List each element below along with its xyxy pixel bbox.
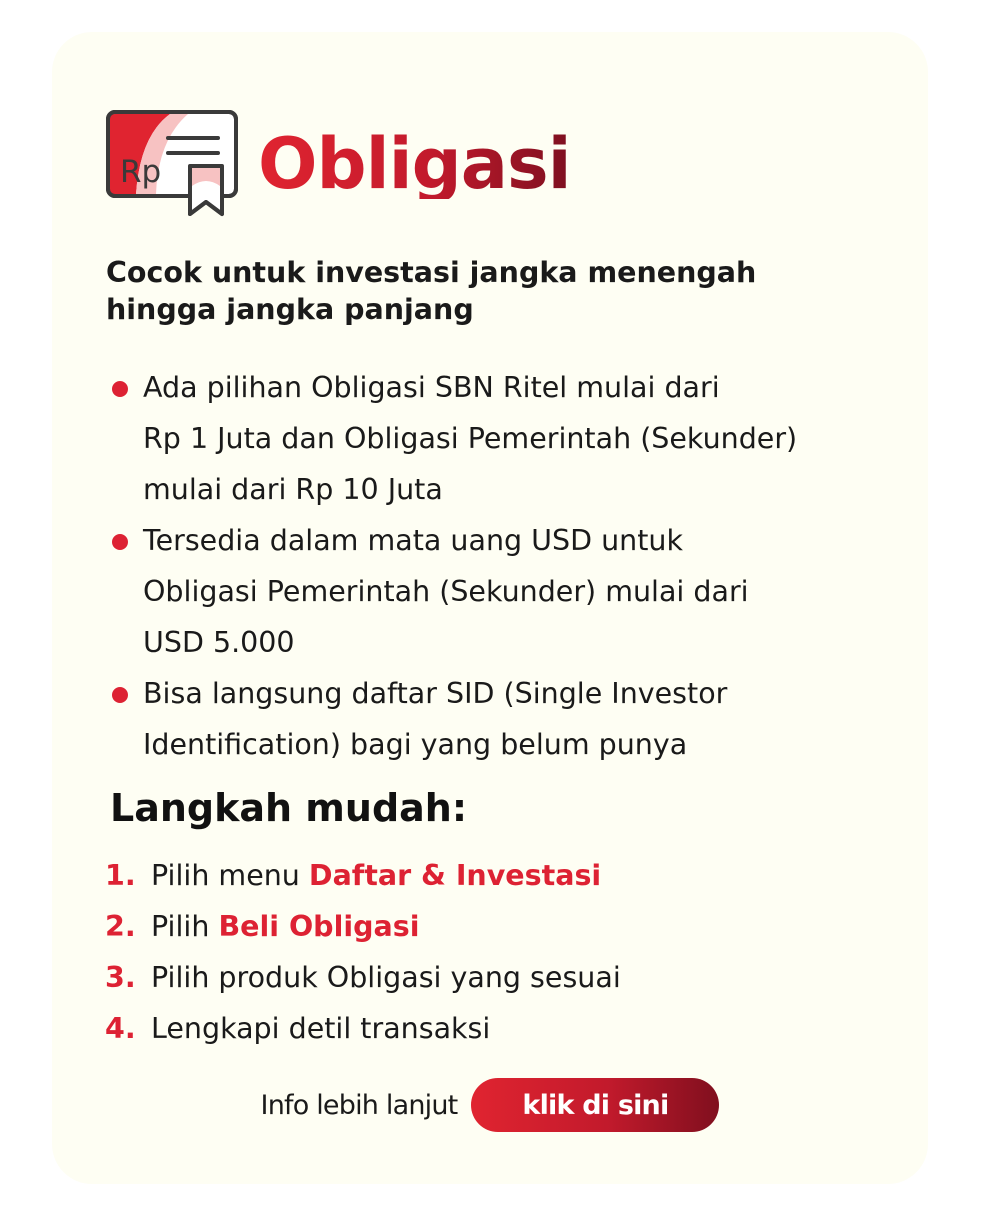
step-number: 4.: [105, 1012, 136, 1045]
step-text-plain: Pilih menu: [151, 859, 309, 892]
list-item-line: Obligasi Pemerintah (Sekunder) mulai dari: [143, 575, 749, 608]
step-number: 2.: [105, 910, 136, 943]
list-item: [112, 668, 902, 770]
bullet-dot-icon: [112, 687, 128, 703]
step-text-plain: Lengkapi detil transaksi: [151, 1012, 491, 1045]
feature-list: [112, 362, 902, 770]
list-item-line: USD 5.000: [143, 626, 295, 659]
step-text-plain: Pilih produk Obligasi yang sesuai: [151, 961, 621, 994]
list-item-line: Ada pilihan Obligasi SBN Ritel mulai dari: [143, 371, 720, 404]
header: [106, 110, 571, 218]
step-text: [151, 1003, 490, 1054]
cta-text: Info lebih lanjut: [260, 1089, 458, 1121]
step-highlight: Daftar & Investasi: [308, 859, 602, 892]
bullet-dot-icon: [112, 381, 128, 397]
cta-row: [52, 1078, 928, 1132]
subtitle-line: hingga jangka panjang: [106, 293, 474, 326]
step-text: [151, 952, 621, 1003]
step-number: 3.: [105, 961, 136, 994]
step-highlight: Beli Obligasi: [218, 910, 420, 943]
more-info-button[interactable]: klik di sini: [471, 1078, 719, 1132]
step-item: [105, 901, 621, 952]
subtitle: [106, 254, 866, 328]
step-item: [105, 952, 621, 1003]
list-item-line: mulai dari Rp 10 Juta: [143, 473, 443, 506]
list-item-line: Identification) bagi yang belum punya: [143, 728, 688, 761]
steps-list: [105, 850, 621, 1054]
step-item: [105, 850, 621, 901]
subtitle-line: Cocok untuk investasi jangka menengah: [106, 256, 757, 289]
list-item-line: Rp 1 Juta dan Obligasi Pemerintah (Sekunder): [143, 422, 798, 455]
info-card: [52, 32, 928, 1184]
step-number: 1.: [105, 859, 136, 892]
steps-title: Langkah mudah:: [110, 786, 468, 830]
list-item-line: Bisa langsung daftar SID (Single Investor: [143, 677, 728, 710]
bond-certificate-icon: [106, 110, 242, 218]
logo-text: Rp: [120, 154, 162, 190]
list-item-line: Tersedia dalam mata uang USD untuk: [143, 524, 683, 557]
step-item: [105, 1003, 621, 1054]
step-text: [151, 850, 601, 901]
bullet-dot-icon: [112, 534, 128, 550]
page-title: Obligasi: [258, 123, 571, 205]
step-text: [151, 901, 419, 952]
list-item: [112, 515, 902, 668]
step-text-plain: Pilih: [151, 910, 219, 943]
list-item: [112, 362, 902, 515]
